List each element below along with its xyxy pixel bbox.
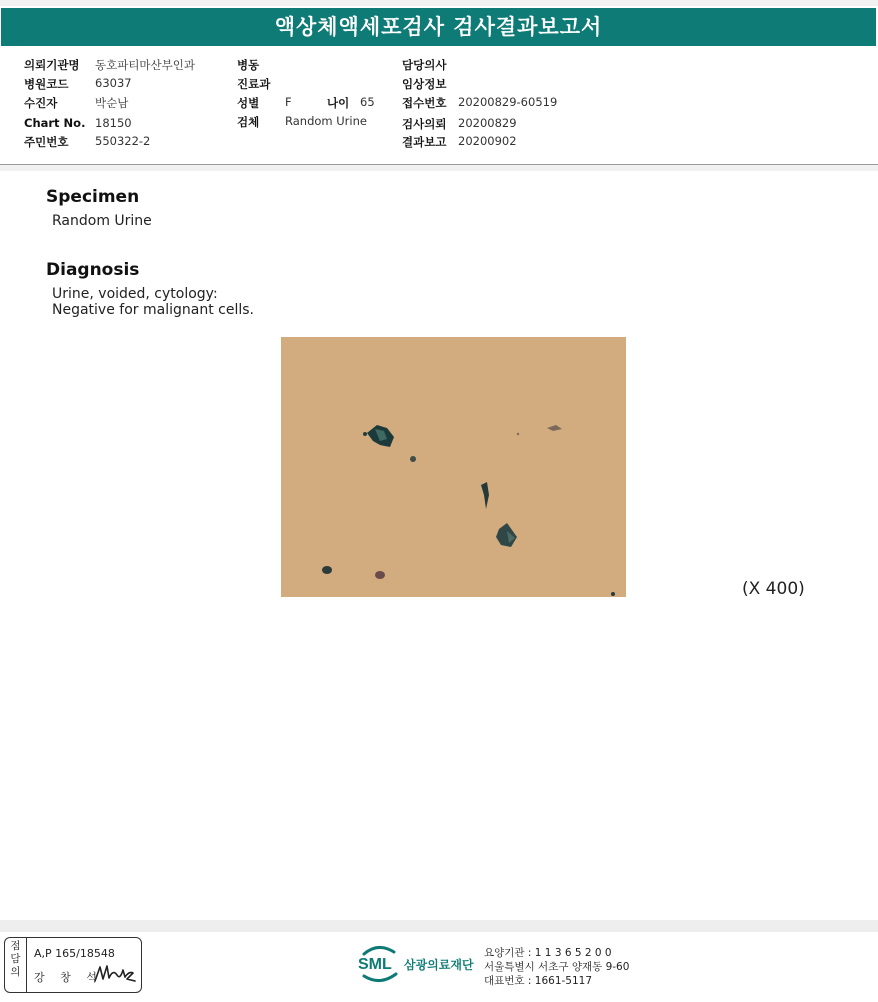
code-value: 63037 <box>95 76 132 90</box>
sex-label: 성별 <box>237 96 260 110</box>
sample-label: 검체 <box>237 115 260 129</box>
report-title: 액상체액세포검사 검사결과보고서 <box>1 8 876 46</box>
specimen-text: Random Urine <box>52 213 152 229</box>
footer-address: 서울특별시 서초구 양재동 9-60 <box>484 961 630 973</box>
patient-info <box>0 55 878 155</box>
sml-logo <box>356 944 486 984</box>
id-label: 주민번호 <box>24 135 69 149</box>
result-value: 20200902 <box>458 134 517 148</box>
name-label: 수진자 <box>24 96 58 110</box>
id-value: 550322-2 <box>95 134 151 148</box>
result-label: 결과보고 <box>402 135 447 149</box>
doctor-label: 담당의사 <box>402 58 447 72</box>
debris-3 <box>611 592 615 596</box>
micrograph-cells <box>281 337 626 597</box>
name-value: 박순남 <box>95 96 129 110</box>
clinical-label: 임상정보 <box>402 77 447 91</box>
sex-value: F <box>285 95 292 109</box>
debris-2 <box>517 433 519 435</box>
pathologist-name: 강 창 석 <box>34 971 103 984</box>
pathologist-id: A,P 165/18548 <box>34 947 115 960</box>
cell-elongated <box>481 482 489 509</box>
logo-name: 삼광의료재단 <box>404 958 474 972</box>
receipt-value: 20200829-60519 <box>458 95 558 109</box>
diagnosis-heading: Diagnosis <box>46 260 140 280</box>
cell-cluster-1 <box>363 425 394 447</box>
logo-abbr: SML <box>358 956 392 973</box>
ward-label: 병동 <box>237 58 260 72</box>
top-edge <box>0 0 878 6</box>
code-label: 병원코드 <box>24 77 69 91</box>
hospital-value: 동호파티마산부인과 <box>95 58 195 72</box>
age-label: 나이 <box>327 96 350 110</box>
pathologist-signature-box <box>4 937 142 993</box>
sml-logo-icon <box>356 944 402 984</box>
diagnosis-line1: Urine, voided, cytology: <box>52 286 218 302</box>
receipt-label: 접수번호 <box>402 96 447 110</box>
cell-small-1 <box>410 456 416 462</box>
handwritten-signature <box>93 961 137 987</box>
chart-value: 18150 <box>95 116 132 130</box>
sample-value: Random Urine <box>285 114 367 128</box>
magnification-label: (X 400) <box>742 579 805 599</box>
cytology-micrograph <box>281 337 626 597</box>
request-value: 20200829 <box>458 116 517 130</box>
signature-side-label: 점 담 의 <box>5 938 27 992</box>
cell-small-2 <box>322 566 332 574</box>
request-label: 검사의뢰 <box>402 117 447 131</box>
cell-small-3 <box>375 571 385 579</box>
footer-band <box>0 920 878 932</box>
dept-label: 진료과 <box>237 77 271 91</box>
info-shadow <box>0 165 878 171</box>
diagnosis-line2: Negative for malignant cells. <box>52 302 254 318</box>
cell-cluster-2 <box>496 523 517 547</box>
specimen-heading: Specimen <box>46 187 140 207</box>
debris-1 <box>547 425 562 431</box>
hospital-label: 의뢰기관명 <box>24 58 80 72</box>
footer-institution-code: 요양기관 : 1 1 3 6 5 2 0 0 <box>484 947 612 959</box>
footer-phone: 대표번호 : 1661-5117 <box>484 975 593 987</box>
age-value: 65 <box>360 95 375 109</box>
chart-label: Chart No. <box>24 116 86 130</box>
